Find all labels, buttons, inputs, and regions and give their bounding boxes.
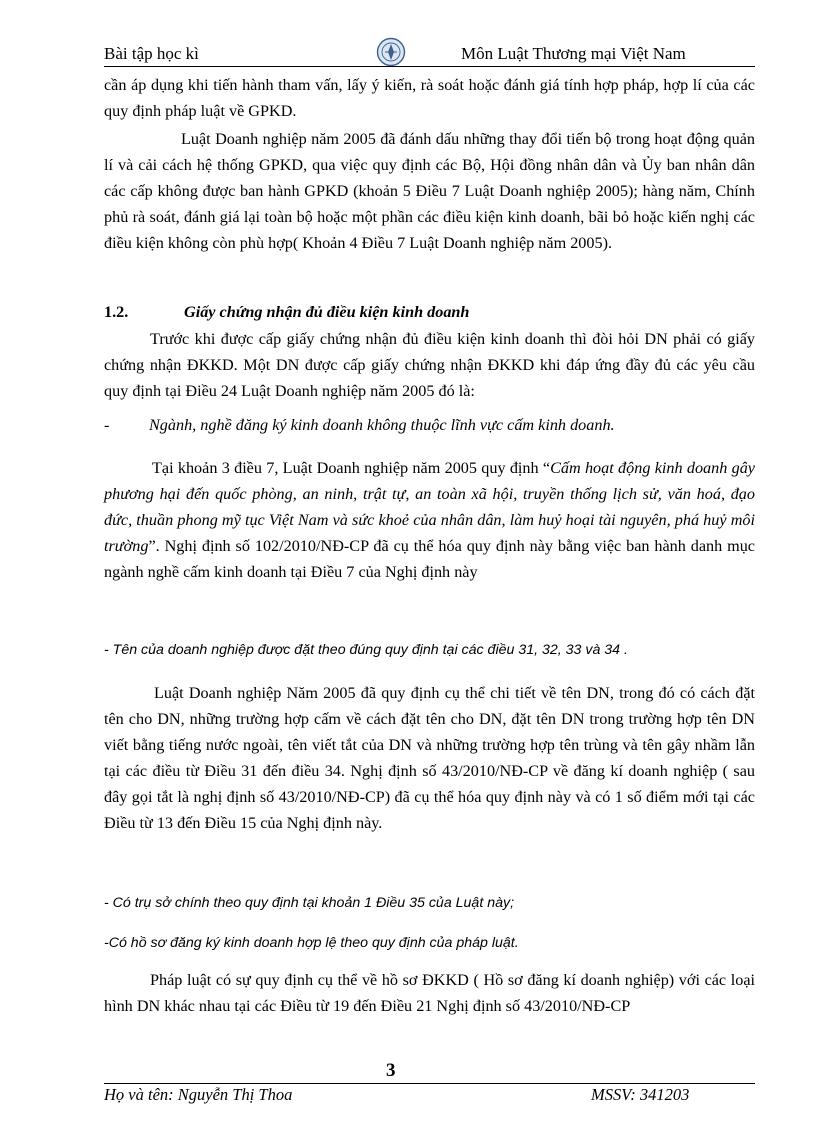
footer-author: Họ và tên: Nguyễn Thị Thoa — [104, 1085, 293, 1104]
bullet-business-lines: Ngành, nghề đăng ký kinh doanh không thuộc lĩnh vực cấm kinh doanh. — [149, 416, 615, 434]
bullet-enterprise-name: - Tên của doanh nghiệp được đặt theo đúng quy định tại các điều 31, 32, 33 và 34 . — [104, 642, 628, 658]
page-number: 3 — [386, 1060, 396, 1081]
paragraph-continued: cần áp dụng khi tiến hành tham vấn, lấy ý kiến, rà soát hoặc đánh giá tính hợp pháp, hợp lí của các quy định pháp luật về GPKD. — [104, 76, 755, 120]
paragraph-registration-dossier: Pháp luật có sự quy định cụ thể về hồ sơ ĐKKD ( Hồ sơ đăng kí doanh nghiệp) với các loại hình DN khác nhau tại các Điều từ 19 đến Điều 21 Nghị định số 43/2010/NĐ-CP — [104, 971, 755, 1015]
footer-rule — [104, 1083, 755, 1084]
paragraph-prohibited-business — [104, 455, 755, 585]
section-title: Giấy chứng nhận đủ điều kiện kinh doanh — [184, 303, 470, 321]
section-number: 1.2. — [104, 303, 129, 321]
header-left-text: Bài tập học kì — [104, 44, 199, 63]
p3-text-c: ”. Nghị định số 102/2010/NĐ-CP đã cụ thể hóa quy định này bằng việc ban hành danh mục ngành nghề cấm kinh doanh tại Điều 7 của Nghị định này — [104, 537, 755, 581]
paragraph-registration-requirements: Trước khi được cấp giấy chứng nhận đủ điều kiện kinh doanh thì đòi hỏi DN phải có giấy chứng nhận ĐKKD. Một DN được cấp giấy chứng nhận ĐKKD khi đáp ứng đầy đủ các yêu cầu quy định tại Điều 24 Luật Doanh nghiệp năm 2005 đó là: — [104, 330, 755, 400]
university-emblem-icon — [376, 37, 406, 67]
bullet-dash: - — [104, 416, 110, 434]
p3-text-a: Tại khoản 3 điều 7, Luật Doanh nghiệp năm 2005 quy định “ — [152, 459, 551, 477]
footer-student-id: MSSV: 341203 — [591, 1085, 690, 1104]
paragraph-enterprise-name-rules: Luật Doanh nghiệp Năm 2005 đã quy định cụ thể chi tiết về tên DN, trong đó có cách đặt tên cho DN, những trường hợp cấm về cách đặt tên cho DN, đặt tên DN trong trường hợp tên DN viết bằng tiếng nước ngoài, tên viết tắt của DN và những trường hợp tên trùng và tên gây nhầm lẫn tại các điều từ Điều 31 đến điều 34. Nghị định số 43/2010/NĐ-CP về đăng kí doanh nghiệp ( sau đây gọi tắt là nghị định số 43/2010/NĐ-CP) đã cụ thể hóa quy định này và có 1 số điểm mới tại các Điều từ 13 đến Điều 15 của Nghị định này. — [104, 684, 755, 832]
bullet-head-office: - Có trụ sở chính theo quy định tại khoản 1 Điều 35 của Luật này; — [104, 895, 515, 911]
bullet-valid-dossier: -Có hồ sơ đăng ký kinh doanh hợp lệ theo quy định của pháp luật. — [104, 935, 519, 951]
p3-quote: Cấm hoạt động kinh doanh gây phương hại đến quốc phòng, an ninh, trật tự, an toàn xã hội, truyền thống lịch sử, văn hoá, đạo đức, thuần phong mỹ tục Việt Nam và sức khoẻ của nhân dân, làm huỷ hoại tài nguyên, phá huỷ môi trường — [104, 459, 755, 555]
paragraph-enterprise-law-2005: Luật Doanh nghiệp năm 2005 đã đánh dấu những thay đổi tiến bộ trong hoạt động quản lí và cải cách hệ thống GPKD, qua việc quy định các Bộ, Hội đồng nhân dân và Ủy ban nhân dân các cấp không được ban hành GPKD (khoản 5 Điều 7 Luật Doanh nghiệp 2005); hàng năm, Chính phủ rà soát, đánh giá lại toàn bộ hoặc một phần các điều kiện kinh doanh, bãi bỏ hoặc kiến nghị các điều kiện không còn phù hợp( Khoản 4 Điều 7 Luật Doanh nghiệp năm 2005). — [104, 130, 755, 252]
header-right-text: Môn Luật Thương mại Việt Nam — [461, 44, 686, 63]
header-rule — [104, 66, 755, 67]
